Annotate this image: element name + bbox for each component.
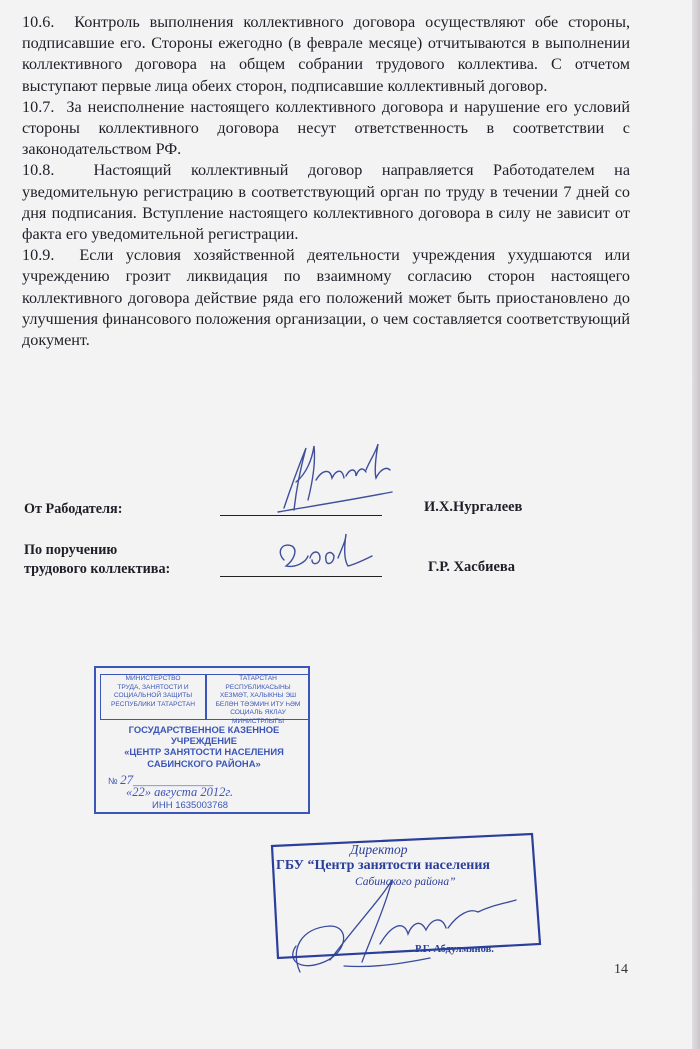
registration-stamp: [94, 666, 310, 814]
collective-label-line1: По поручению: [24, 542, 118, 558]
clause-number: 10.6.: [22, 13, 55, 31]
director-signatory: Р.Г. Абдулмянов.: [415, 944, 494, 955]
ministry-tt-line: БЕЛӘН ТӘЭМИН ИТУ ҺӘМ: [215, 700, 301, 708]
clause-text: За неисполнение настоящего коллективного договора и нарушение его условий стороны коллективного договора несут ответственность в соответствии с законодательством РФ.: [22, 97, 630, 159]
registration-number-value: 27: [120, 772, 134, 787]
director-district: Сабинского района”: [355, 876, 456, 888]
collective-name: Г.Р. Хасбиева: [428, 559, 515, 575]
clause-text: Контроль выполнения коллективного договора осуществляют обе стороны, подписавшие его. Стороны ежегодно (в феврале месяце) отчитываются в выполнении коллективного договора на общем собрании трудового коллектива. С отчетом выступают первые лица обеих сторон, подписавшие коллективный договор.: [22, 13, 631, 95]
clause-number: 10.7.: [22, 97, 55, 116]
ministry-tt-line: ХЕЗМӘТ, ХАЛЫКНЫ ЭШ: [219, 692, 297, 700]
ministry-ru-line: МИНИСТЕРСТВО: [125, 675, 181, 682]
ministry-tt-block: [206, 674, 310, 725]
collective-handwritten-signature: [280, 534, 372, 566]
clause-text: Если условия хозяйственной деятельности учреждения ухудшаются или учреждению грозит ликвидация по взаимному согласию сторон настоящего коллективного договора действие ряда его положений может быть приостановлено до улучшения финансового положения организации, о чем составляется соответствующий документ.: [22, 246, 630, 350]
registration-number-label: №: [108, 776, 118, 786]
ministry-tt-line: ТАТАРСТАН РЕСПУБЛИКАСЫНЫ: [225, 675, 291, 691]
clause-text: Настоящий коллективный договор направляется Работодателем на уведомительную регистрацию в соответствующий орган по труду в течении 7 дней со дня подписания. Вступление настоящего коллективного договора в силу не зависит от факта его уведомительной регистрации.: [22, 161, 631, 244]
registration-org-line: ГОСУДАРСТВЕННОЕ КАЗЕННОЕ: [128, 724, 280, 735]
page-number: 14: [614, 962, 628, 977]
registration-org-line: УЧРЕЖДЕНИЕ: [170, 735, 238, 747]
registration-org-line: САБИНСКОГО РАЙОНА»: [147, 757, 261, 769]
ministry-tt-line: СОЦИАЛЬ ЯКЛАУ МИНИСТРЛЫГЫ: [230, 709, 286, 725]
clause-number: 10.8.: [22, 161, 55, 180]
collective-label-line2: трудового коллектива:: [24, 561, 171, 577]
ministry-ru-line: РЕСПУБЛИКИ ТАТАРСТАН: [110, 700, 196, 708]
ministry-ru-line: СОЦИАЛЬНОЙ ЗАЩИТЫ: [113, 692, 193, 700]
employer-handwritten-signature: [278, 444, 392, 512]
registration-number: № 27________________: [108, 772, 214, 787]
director-title: Директор: [350, 842, 408, 857]
ministry-ru-line: ТРУДА, ЗАНЯТОСТИ И: [117, 683, 189, 691]
registration-org-line: «ЦЕНТР ЗАНЯТОСТИ НАСЕЛЕНИЯ: [124, 746, 284, 758]
registration-org: [102, 724, 306, 769]
employer-label: От Рабодателя:: [24, 501, 123, 517]
director-stamp: [270, 836, 538, 956]
employer-name: И.Х.Нургалеев: [424, 499, 523, 515]
ministry-ru-block: [100, 674, 206, 720]
director-org: ГБУ “Центр занятости населения: [276, 858, 491, 873]
registration-inn: ИНН 1635003768: [152, 800, 229, 811]
clause-number: 10.9.: [22, 246, 55, 265]
registration-date: «22» августа 2012г.: [126, 785, 234, 799]
